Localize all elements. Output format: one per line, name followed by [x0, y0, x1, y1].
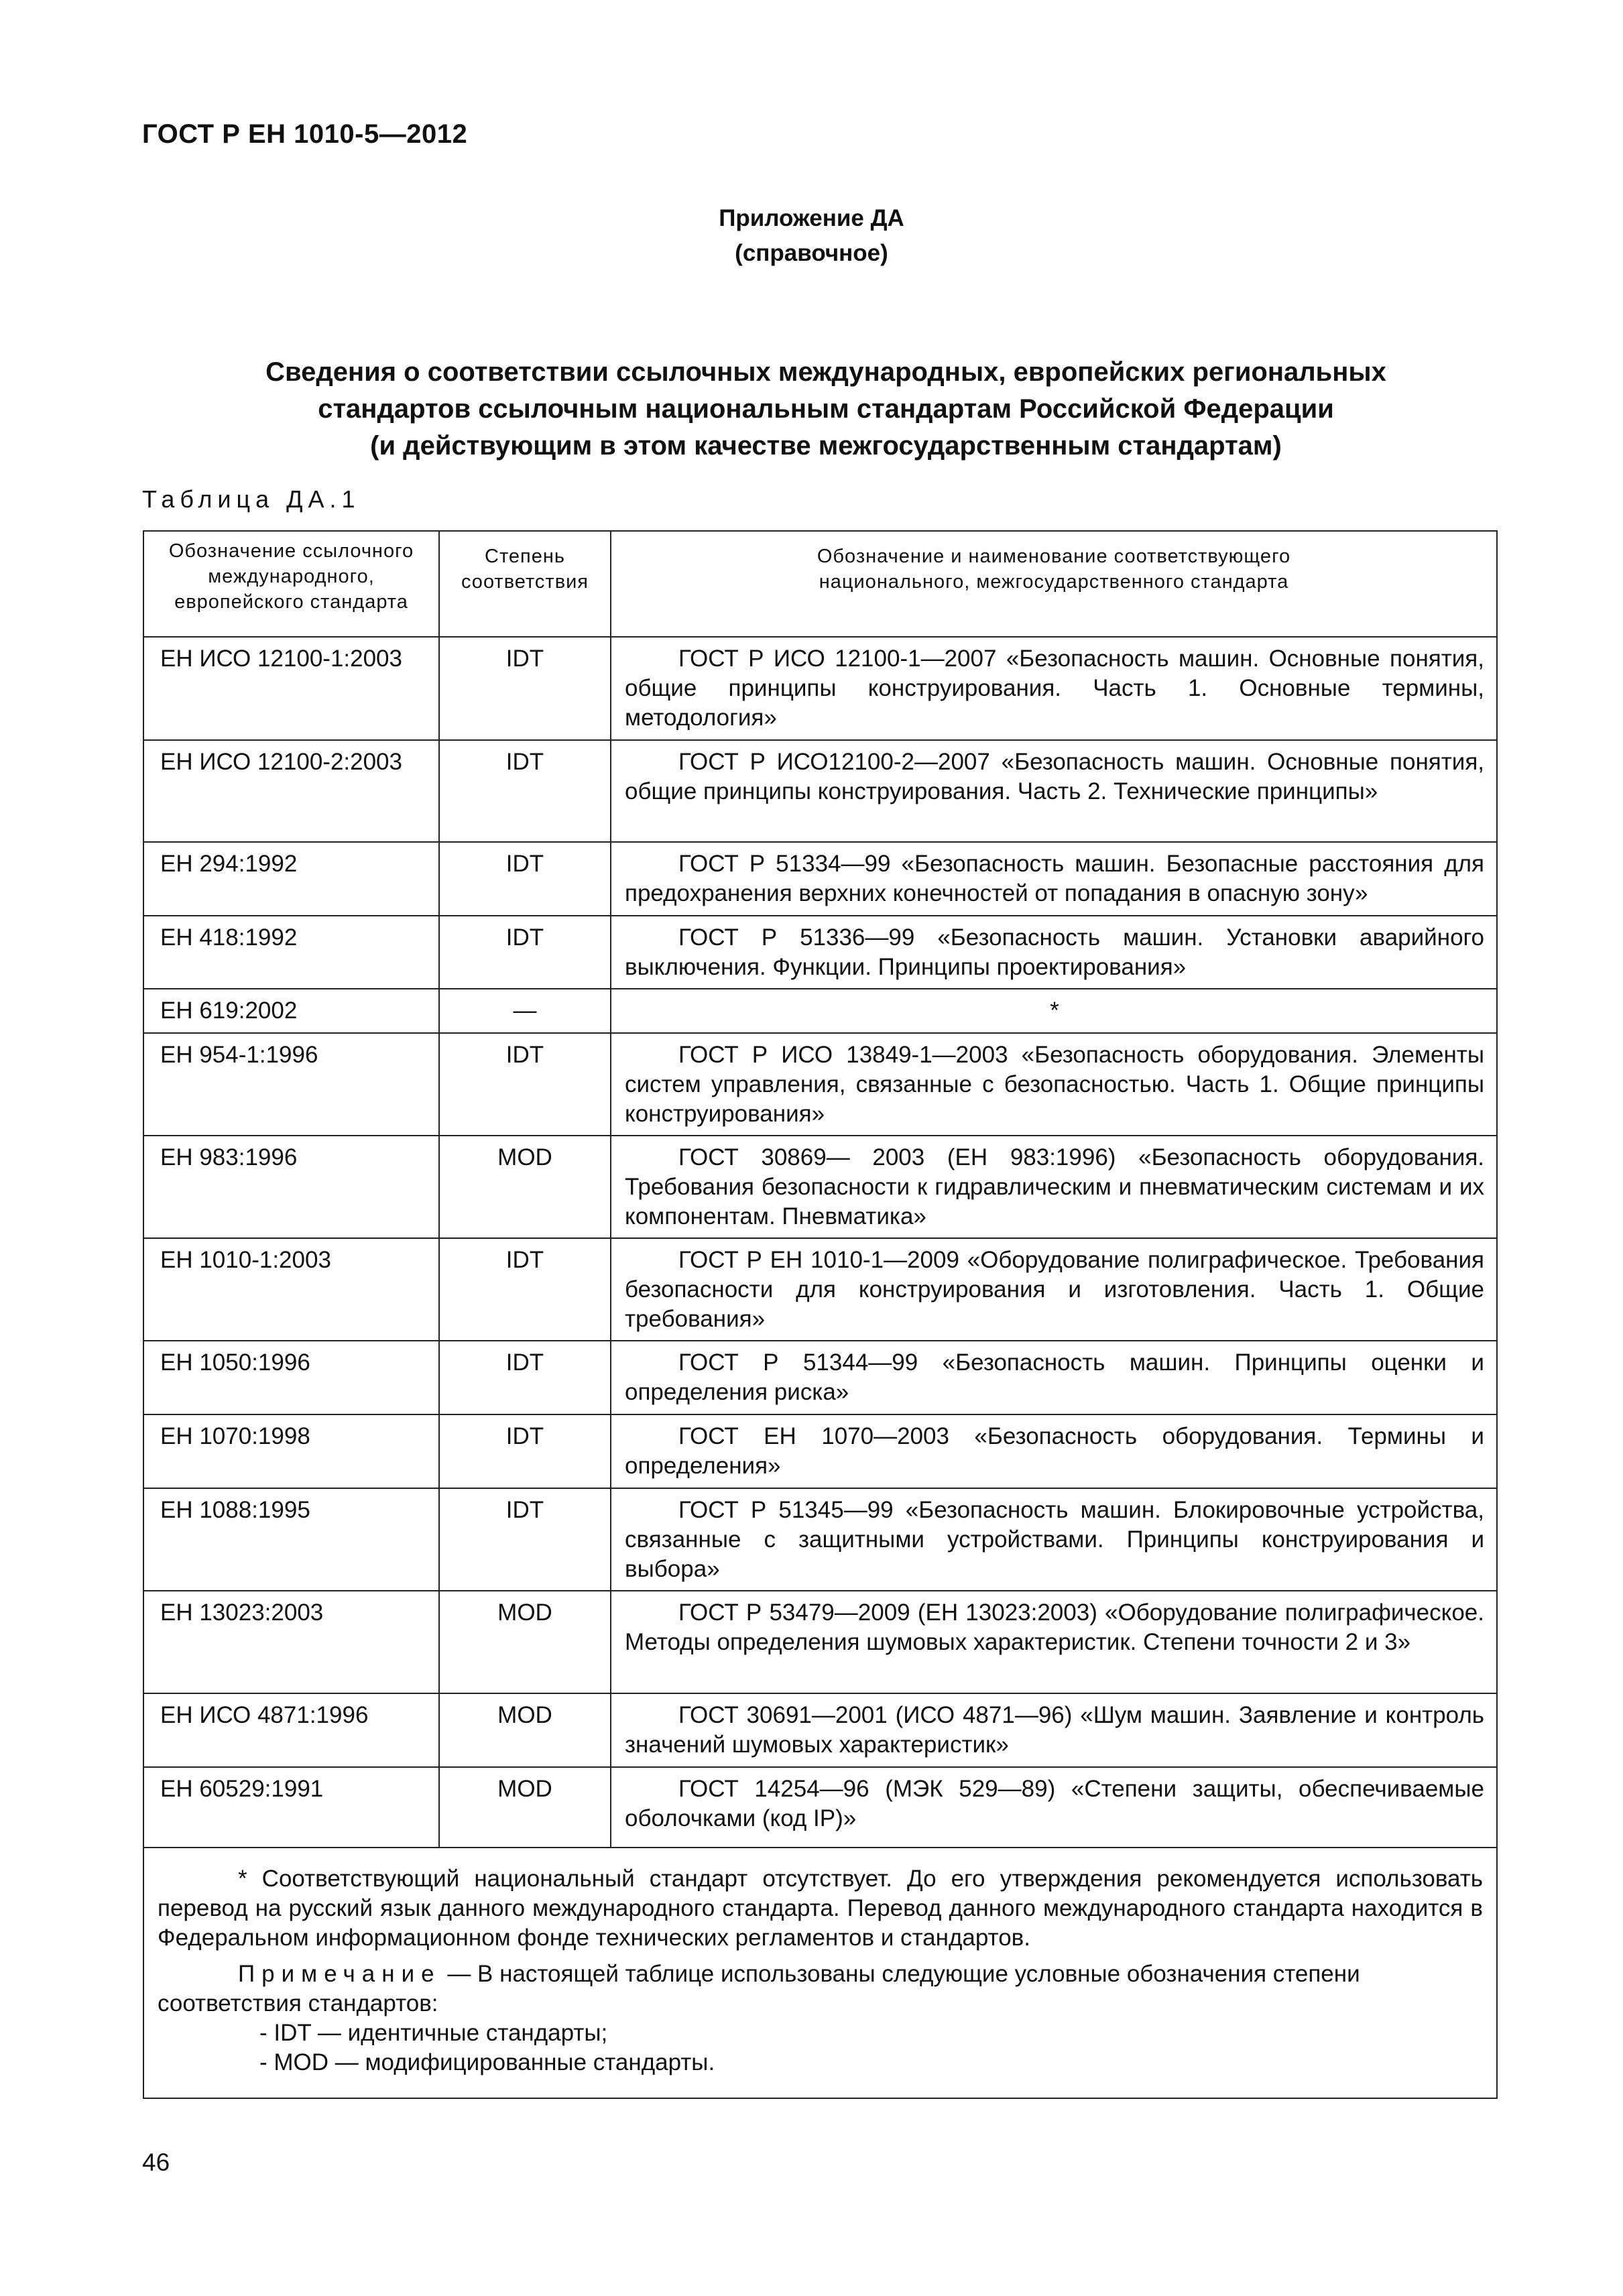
- national-standard-cell: ГОСТ Р 53479—2009 (ЕН 13023:2003) «Оборудование полиграфическое. Методы определения шумовых характеристик. Степени точности 2 и 3»: [611, 1591, 1497, 1693]
- degree-cell: IDT: [439, 740, 611, 842]
- designation-cell: ЕН 1050:1996: [143, 1341, 439, 1414]
- degree-cell: MOD: [439, 1693, 611, 1767]
- designation-cell: ЕН ИСО 4871:1996: [143, 1693, 439, 1767]
- table-row: [143, 1033, 1497, 1136]
- designation-cell: ЕН 619:2002: [143, 989, 439, 1033]
- designation-cell: ЕН 1010-1:2003: [143, 1238, 439, 1341]
- header-line: международного,: [208, 566, 375, 587]
- national-standard-cell: ГОСТ Р 51336—99 «Безопасность машин. Установки аварийного выключения. Функции. Принципы проектирования»: [611, 916, 1497, 989]
- table-footer: [143, 1848, 1497, 2098]
- degree-cell: IDT: [439, 1414, 611, 1488]
- header-line: соответствия: [461, 571, 589, 593]
- degree-cell: IDT: [439, 1238, 611, 1341]
- column-header-degree: [439, 531, 611, 637]
- degree-cell: —: [439, 989, 611, 1033]
- designation-cell: ЕН ИСО 12100-2:2003: [143, 740, 439, 842]
- national-standard-cell: ГОСТ Р ИСО 12100-1—2007 «Безопасность машин. Основные понятия, общие принципы конструирования. Часть 1. Основные термины, методология»: [611, 637, 1497, 740]
- header-line: национального, межгосударственного стандарта: [819, 571, 1289, 593]
- note-text: — В настоящей таблице использованы следующие условные обозначения степени соответствия стандартов:: [158, 1961, 1360, 2016]
- table-header-row: [143, 531, 1497, 637]
- table-row: [143, 1767, 1497, 1848]
- table-row: [143, 989, 1497, 1033]
- designation-cell: ЕН 294:1992: [143, 842, 439, 916]
- table-row: [143, 1414, 1497, 1488]
- degree-cell: IDT: [439, 1033, 611, 1136]
- table-label: Таблица ДА.1: [142, 485, 361, 513]
- degree-cell: MOD: [439, 1591, 611, 1693]
- national-standard-cell: ГОСТ 30869— 2003 (ЕН 983:1996) «Безопасность оборудования. Требования безопасности к гидравлическим и пневматическим системам и их компонентам. Пневматика»: [611, 1136, 1497, 1238]
- header-line: европейского стандарта: [174, 591, 408, 613]
- designation-cell: ЕН 60529:1991: [143, 1767, 439, 1848]
- header-line: Обозначение ссылочного: [168, 540, 414, 562]
- table-row: [143, 1488, 1497, 1591]
- section-heading: [142, 354, 1510, 465]
- document-code: ГОСТ Р ЕН 1010-5—2012: [142, 119, 468, 149]
- heading-line: Сведения о соответствии ссылочных международных, европейских региональных: [265, 357, 1386, 387]
- designation-cell: ЕН ИСО 12100-1:2003: [143, 637, 439, 740]
- page-number: 46: [142, 2149, 170, 2176]
- national-standard-cell: ГОСТ Р ЕН 1010-1—2009 «Оборудование полиграфическое. Требования безопасности для конструирования и изготовления. Часть 1. Общие требования»: [611, 1238, 1497, 1341]
- column-header-designation: [143, 531, 439, 637]
- table-row: [143, 1136, 1497, 1238]
- column-header-national: [611, 531, 1497, 637]
- degree-cell: MOD: [439, 1767, 611, 1848]
- table-footer-row: [143, 1848, 1497, 2098]
- note: [158, 1959, 1483, 2018]
- national-standard-cell: ГОСТ Р 51334—99 «Безопасность машин. Безопасные расстояния для предохранения верхних конечностей от попадания в опасную зону»: [611, 842, 1497, 916]
- heading-line: (и действующим в этом качестве межгосударственным стандартам): [370, 431, 1282, 461]
- appendix-title: Приложение ДА: [719, 205, 904, 231]
- legend-item-idt: - IDT — идентичные стандарты;: [259, 2020, 608, 2046]
- degree-cell: IDT: [439, 842, 611, 916]
- degree-cell: IDT: [439, 637, 611, 740]
- national-standard-cell: ГОСТ Р 51344—99 «Безопасность машин. Принципы оценки и определения риска»: [611, 1341, 1497, 1414]
- designation-cell: ЕН 418:1992: [143, 916, 439, 989]
- national-standard-cell: ГОСТ 30691—2001 (ИСО 4871—96) «Шум машин. Заявление и контроль значений шумовых характеристик»: [611, 1693, 1497, 1767]
- table-row: [143, 1341, 1497, 1414]
- national-standard-cell: ГОСТ Р ИСО12100-2—2007 «Безопасность машин. Основные понятия, общие принципы конструирования. Часть 2. Технические принципы»: [611, 740, 1497, 842]
- degree-cell: IDT: [439, 916, 611, 989]
- note-title: Примечание: [238, 1961, 441, 1987]
- table-row: [143, 740, 1497, 842]
- designation-cell: ЕН 1070:1998: [143, 1414, 439, 1488]
- correspondence-table: [143, 530, 1498, 2099]
- national-standard-cell: ГОСТ 14254—96 (МЭК 529—89) «Степени защиты, обеспечиваемые оболочками (код IP)»: [611, 1767, 1497, 1848]
- table-row: [143, 1238, 1497, 1341]
- heading-line: стандартов ссылочным национальным стандартам Российской Федерации: [318, 394, 1334, 424]
- national-standard-cell: *: [611, 989, 1497, 1033]
- designation-cell: ЕН 13023:2003: [143, 1591, 439, 1693]
- table-row: [143, 1693, 1497, 1767]
- degree-cell: MOD: [439, 1136, 611, 1238]
- legend-item-mod: - MOD — модифицированные стандарты.: [259, 2049, 715, 2075]
- header-line: Степень: [485, 546, 565, 567]
- appendix-caption: [0, 201, 1623, 271]
- table-row: [143, 637, 1497, 740]
- degree-cell: IDT: [439, 1488, 611, 1591]
- national-standard-cell: ГОСТ Р 51345—99 «Безопасность машин. Блокировочные устройства, связанные с защитными устройствами. Принципы конструирования и выбора»: [611, 1488, 1497, 1591]
- table-row: [143, 1591, 1497, 1693]
- designation-cell: ЕН 954-1:1996: [143, 1033, 439, 1136]
- designation-cell: ЕН 983:1996: [143, 1136, 439, 1238]
- designation-cell: ЕН 1088:1995: [143, 1488, 439, 1591]
- national-standard-cell: ГОСТ ЕН 1070—2003 «Безопасность оборудования. Термины и определения»: [611, 1414, 1497, 1488]
- degree-cell: IDT: [439, 1341, 611, 1414]
- header-line: Обозначение и наименование соответствующего: [817, 546, 1291, 567]
- table-row: [143, 842, 1497, 916]
- table-row: [143, 916, 1497, 989]
- appendix-subtitle: (справочное): [735, 240, 888, 266]
- national-standard-cell: ГОСТ Р ИСО 13849-1—2003 «Безопасность оборудования. Элементы систем управления, связанные с безопасностью. Часть 1. Общие принципы конструирования»: [611, 1033, 1497, 1136]
- footnote: * Соответствующий национальный стандарт отсутствует. До его утверждения рекомендуется использовать перевод на русский язык данного международного стандарта. Перевод данного международного стандарта находится в Федеральном информационном фонде технических регламентов и стандартов.: [158, 1866, 1483, 1951]
